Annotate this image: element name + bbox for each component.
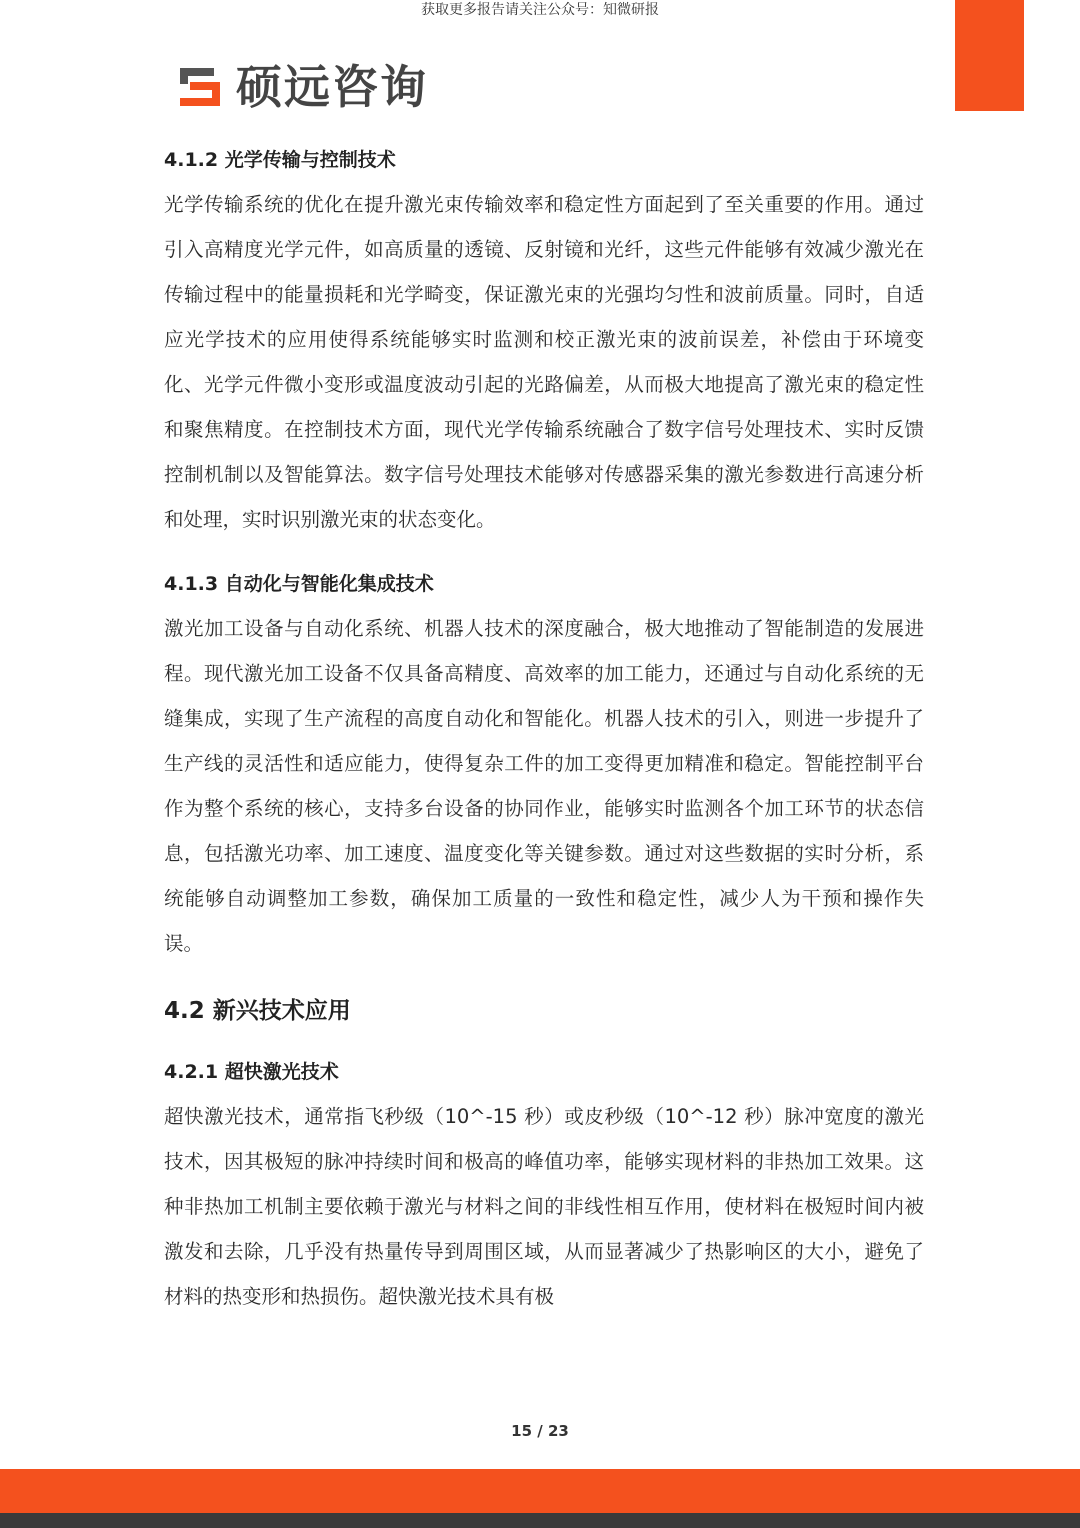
header-note: 获取更多报告请关注公众号：知微研报 [421, 2, 659, 18]
logo-text: 硕远咨询 [236, 60, 428, 114]
page-number: 15 / 23 [511, 1422, 569, 1440]
section-paragraph-4-2-1: 超快激光技术，通常指飞秒级（10^-15 秒）或皮秒级（10^-12 秒）脉冲宽度的激光技术，因其极短的脉冲持续时间和极高的峰值功率，能够实现材料的非热加工效果。这种非热加工机制主要依赖于激光与材料之间的非线性相互作用，使材料在极短时间内被激发和去除，几乎没有热量传导到周围区域，从而显著减少了热影响区的大小，避免了材料的热变形和热损伤。超快激光技术具有极 [164, 1105, 924, 1308]
section-paragraph-4-1-2: 光学传输系统的优化在提升激光束传输效率和稳定性方面起到了至关重要的作用。通过引入高精度光学元件，如高质量的透镜、反射镜和光纤，这些元件能够有效减少激光在传输过程中的能量损耗和光学畸变，保证激光束的光强均匀性和波前质量。同时，自适应光学技术的应用使得系统能够实时监测和校正激光束的波前误差，补偿由于环境变化、光学元件微小变形或温度波动引起的光路偏差，从而极大地提高了激光束的稳定性和聚焦精度。在控制技术方面，现代光学传输系统融合了数字信号处理技术、实时反馈控制机制以及智能算法。数字信号处理技术能够对传感器采集的激光参数进行高速分析和处理，实时识别激光束的状态变化。 [164, 193, 924, 531]
section-heading-4-1-3: 4.1.3 自动化与智能化集成技术 [164, 573, 434, 595]
corner-accent-block [955, 0, 1024, 111]
section-paragraph-4-1-3: 激光加工设备与自动化系统、机器人技术的深度融合，极大地推动了智能制造的发展进程。现代激光加工设备不仅具备高精度、高效率的加工能力，还通过与自动化系统的无缝集成，实现了生产流程的高度自动化和智能化。机器人技术的引入，则进一步提升了生产线的灵活性和适应能力，使得复杂工件的加工变得更加精准和稳定。智能控制平台作为整个系统的核心，支持多台设备的协同作业，能够实时监测各个加工环节的状态信息，包括激光功率、加工速度、温度变化等关键参数。通过对这些数据的实时分析，系统能够自动调整加工参数，确保加工质量的一致性和稳定性，减少人为干预和操作失误。 [164, 617, 924, 955]
footer-strip [0, 1513, 1080, 1528]
document-body [164, 138, 924, 1319]
section-heading-4-1-2: 4.1.2 光学传输与控制技术 [164, 149, 396, 171]
footer-bar [0, 1469, 1080, 1513]
logo-icon [176, 62, 226, 112]
section-heading-4-2-1: 4.2.1 超快激光技术 [164, 1061, 339, 1083]
logo [176, 62, 428, 112]
section-heading-4-2: 4.2 新兴技术应用 [164, 998, 351, 1024]
